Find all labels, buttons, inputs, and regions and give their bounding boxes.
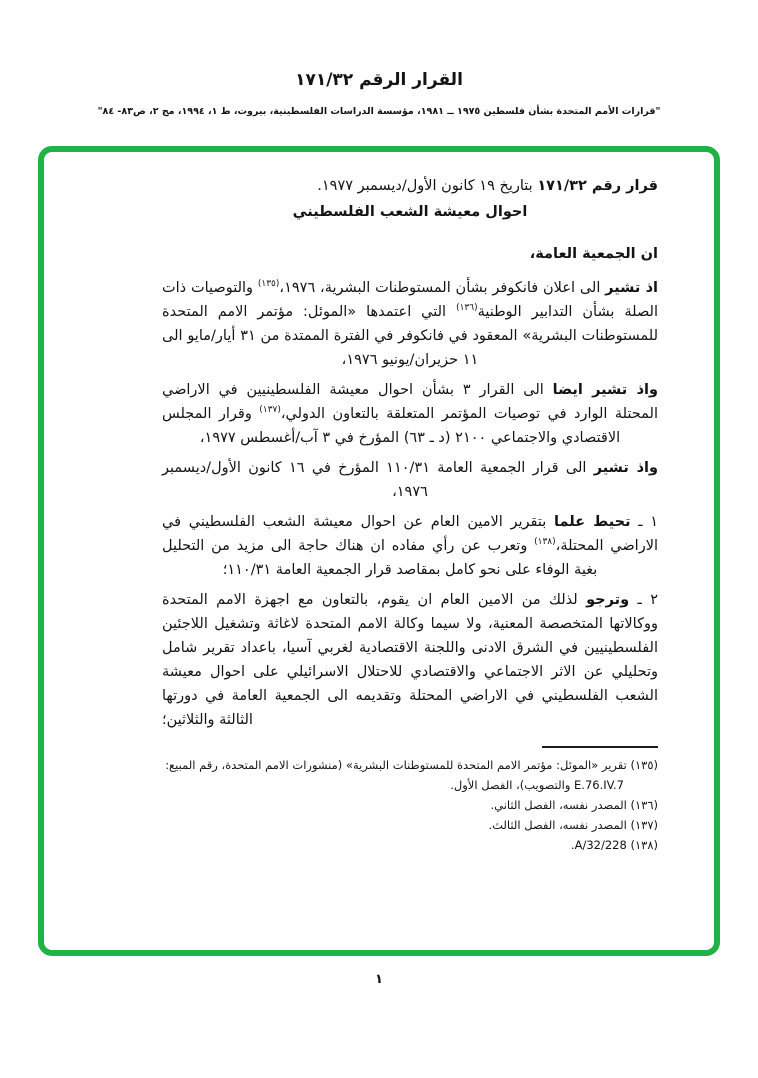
paragraph	[162, 510, 658, 582]
text-segment: وترجو	[586, 592, 630, 608]
source-citation: "قرارات الأمم المتحدة بشأن فلسطين ١٩٧٥ ــ ١٩٨١، مؤسسة الدراسات الفلسطينية، بيروت، ط ١، ١٩٩٤، مج ٢، ص٨٣- ٨٤"	[97, 106, 661, 117]
text-segment: وقرار المجلس الاقتصادي والاجتماعي ٢١٠٠ (د ـ ٦٣) المؤرخ في ٣ آب/أغسطس ١٩٧٧،	[162, 406, 621, 446]
text-segment: الى قرار الجمعية العامة ١١٠/٣١ المؤرخ في ١٦ كانون الأول/ديسمبر ١٩٧٦،	[162, 460, 594, 500]
paragraph	[162, 276, 658, 372]
text-segment: وتعرب عن رأي مفاده ان هناك حاجة الى مزيد من التحليل بغية الوفاء على نحو كامل بمقاصد قرار الجمعية العامة ١١٠/٣١؛	[162, 538, 598, 578]
text-segment: واذ تشير ايضا	[552, 382, 658, 398]
footnote-ref: (١٣٦)	[456, 303, 478, 314]
resolution-frame	[38, 146, 720, 956]
footnote-marker: (١٣٨)	[630, 838, 658, 852]
footnote-marker: (١٣٥)	[630, 758, 658, 772]
footnote	[162, 835, 658, 855]
resolution-date: بتاريخ ١٩ كانون الأول/ديسمبر ١٩٧٧.	[317, 178, 538, 194]
footnote-marker: (١٣٧)	[630, 818, 658, 832]
footnote	[162, 795, 658, 815]
footnote	[162, 755, 658, 795]
footnote-ref: (١٣٧)	[259, 405, 281, 416]
footnote-marker: (١٣٦)	[630, 798, 658, 812]
footnote-separator	[542, 746, 658, 748]
resolution-subject: احوال معيشة الشعب الفلسطيني	[292, 204, 528, 220]
text-segment: ١ ـ	[630, 514, 659, 530]
resolution-heading	[162, 174, 658, 198]
footnote-text: تقرير «الموئل: مؤتمر الامم المتحدة للمستوطنات البشرية» (منشورات الامم المتحدة، رقم المبيع: E.76.IV.7 والتصويب)، الفصل الأول.	[165, 758, 631, 792]
paragraphs	[162, 276, 658, 732]
text-segment: واذ تشير	[593, 460, 658, 476]
paragraph	[162, 588, 658, 732]
footnote-text: A/32/228.	[570, 838, 631, 852]
resolution-number: قرار رقم ١٧١/٣٢	[537, 178, 658, 194]
footnote-text: المصدر نفسه، الفصل الثاني.	[490, 798, 631, 812]
text-segment: بتقرير الامين العام عن احوال معيشة الشعب الفلسطيني في الاراضي المحتلة،	[162, 514, 658, 554]
footnotes	[162, 755, 658, 855]
text-segment: الى اعلان فانكوفر بشأن المستوطنات البشرية، ١٩٧٦،	[279, 280, 606, 296]
paragraph	[162, 378, 658, 450]
footnote	[162, 815, 658, 835]
text-segment: الى القرار ٣ بشأن احوال معيشة الفلسطينيين في الاراضي المحتلة الوارد في توصيات المؤتمر المتعلقة بالتعاون الدولي،	[162, 382, 658, 422]
salutation: ان الجمعية العامة،	[529, 246, 658, 262]
text-segment: اذ تشير	[605, 280, 658, 296]
page-number: ١	[375, 972, 383, 987]
paragraph	[162, 456, 658, 504]
footnote-ref: (١٣٥)	[257, 279, 280, 290]
text-segment: تحيط علما	[554, 514, 631, 530]
footnote-text: المصدر نفسه، الفصل الثالث.	[488, 818, 631, 832]
text-segment: ٢ ـ	[629, 592, 658, 608]
footnote-ref: (١٣٨)	[534, 537, 556, 548]
text-segment: التي اعتمدها «الموئل: مؤتمر الامم المتحدة للمستوطنات البشرية» المعقود في فانكوفر في الفترة الممتدة من ٣١ أيار/مايو الى ١١ حزيران/يونيو ١٩٧٦،	[162, 304, 658, 368]
text-segment: والتوصيات ذات الصلة بشأن التدابير الوطنية	[162, 280, 659, 320]
page-title: القرار الرقم ١٧١/٣٢	[295, 70, 463, 90]
text-segment: لذلك من الامين العام ان يقوم، بالتعاون مع اجهزة الامم المتحدة ووكالاتها المتخصصة المعنية، ولا سيما وكالة الامم المتحدة لاغاثة وتشغيل اللاجئين الفلسطينيين في الشرق الادنى واللجنة الاقتصادية لغربي آسيا، باعداد تقرير شامل وتحليلي عن الاثر الاجتماعي والاقتصادي للاحتلال الاسرائيلي على احوال معيشة الشعب الفلسطيني في الاراضي المحتلة وتقديمه الى الجمعية العامة في دورتها الثالثة والثلاثين؛	[162, 592, 658, 728]
